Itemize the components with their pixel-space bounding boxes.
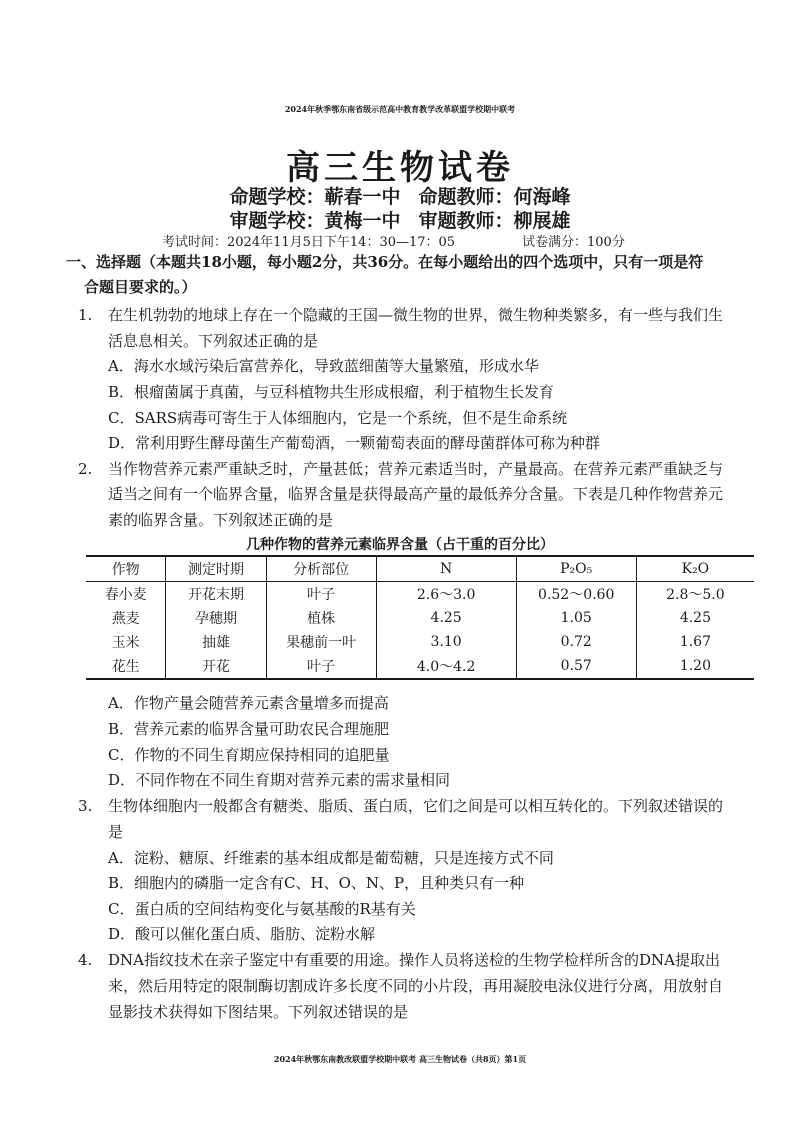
table-cell: 叶子 <box>266 654 376 679</box>
question-stem: 当作物营养元素严重缺乏时，产量甚低；营养元素适当时，产量最高。在营养元素严重缺乏与 <box>108 460 724 478</box>
table-cell: 1.05 <box>516 606 636 630</box>
question-number: 4. <box>78 951 93 969</box>
question-number: 2. <box>78 460 93 478</box>
option-a: A．作物产量会随营养元素含量增多而提高 <box>108 694 389 712</box>
question-number: 1. <box>78 306 93 324</box>
section-heading-cont: 合题目要求的。） <box>84 278 197 296</box>
reviewing-school: 审题学校：黄梅一中 <box>229 210 401 232</box>
table-cell: 0.72 <box>516 630 636 654</box>
table-cell: 0.57 <box>516 654 636 679</box>
option-a: A．淀粉、糖原、纤维素的基本组成都是葡萄糖，只是连接方式不同 <box>108 849 554 867</box>
question-stem: 是 <box>108 823 124 841</box>
table-row <box>86 654 754 679</box>
option-d: D．不同作物在不同生育期对营养元素的需求量相同 <box>108 771 451 789</box>
option-b: B．营养元素的临界含量可助农民合理施肥 <box>108 720 390 738</box>
exam-time: 考试时间：2024年11月5日下午14：30—17：05 <box>162 235 456 250</box>
table-cell: 4.25 <box>636 606 754 630</box>
question-stem: 生物体细胞内一般都含有糖类、脂质、蛋白质，它们之间是可以相互转化的。下列叙述错误的 <box>108 797 724 815</box>
option-c: C．蛋白质的空间结构变化与氨基酸的R基有关 <box>108 900 416 918</box>
table-cell: 孕穗期 <box>166 606 266 630</box>
option-d: D．酸可以催化蛋白质、脂肪、淀粉水解 <box>108 925 376 943</box>
table-cell: 2.8～5.0 <box>636 582 754 607</box>
question-stem: DNA指纹技术在亲子鉴定中有重要的用途。操作人员将送检的生物学检样所含的DNA提取出 <box>108 951 720 969</box>
author-line <box>0 182 800 209</box>
table-cell: 花生 <box>86 654 166 679</box>
question-stem: 在生机勃勃的地球上存在一个隐藏的王国—微生物的世界，微生物种类繁多，有一些与我们生 <box>108 306 724 324</box>
question-stem: 活息息相关。下列叙述正确的是 <box>108 332 319 350</box>
option-c: C．作物的不同生育期应保持相同的追肥量 <box>108 746 390 764</box>
table-cell: 4.0～4.2 <box>376 654 516 679</box>
nutrient-table <box>86 555 754 680</box>
table-row <box>86 606 754 630</box>
proposing-teacher: 命题教师：何海峰 <box>418 186 571 208</box>
table-caption: 几种作物的营养元素临界含量（占干重的百分比） <box>246 537 554 553</box>
table-header-row <box>86 556 754 582</box>
table-cell: 1.67 <box>636 630 754 654</box>
table-header: N <box>376 556 516 582</box>
question-stem: 来，然后用特定的限制酶切割成许多长度不同的小片段，再用凝胶电泳仪进行分离，用放射自 <box>108 977 724 995</box>
table-row <box>86 582 754 607</box>
table-header: 分析部位 <box>266 556 376 582</box>
table-cell: 玉米 <box>111 635 140 651</box>
section-heading: 一、选择题（本题共18小题，每小题2分，共36分。在每小题给出的四个选项中，只有一项是符 <box>66 253 704 271</box>
table-cell: 叶子 <box>266 582 376 607</box>
reviewing-teacher: 审题教师：柳展雄 <box>418 210 571 232</box>
table-header: P₂O₅ <box>516 556 636 582</box>
exam-title: 2024年秋季鄂东南省级示范高中教育教学改革联盟学校期中联考 <box>284 104 516 114</box>
table-cell: 3.10 <box>376 630 516 654</box>
question-stem: 显影技术获得如下图结果。下列叙述错误的是 <box>108 1003 409 1021</box>
option-a: A．海水水域污染后富营养化，导致蓝细菌等大量繁殖，形成水华 <box>108 357 539 375</box>
table-cell: 2.6～3.0 <box>376 582 516 607</box>
table-cell: 植株 <box>266 606 376 630</box>
table-cell: 0.52～0.60 <box>516 582 636 607</box>
option-c: C．SARS病毒可寄生于人体细胞内，它是一个系统，但不是生命系统 <box>108 409 568 427</box>
table-cell: 燕麦 <box>111 611 140 627</box>
table-cell: 4.25 <box>376 606 516 630</box>
table-header: 作物 <box>86 556 166 582</box>
subject-title: 高三生物试卷 <box>286 148 514 188</box>
question-stem: 素的临界含量。下列叙述正确的是 <box>108 511 334 529</box>
table-cell: 春小麦 <box>104 587 147 603</box>
table-cell: 1.20 <box>636 654 754 679</box>
table-header: K₂O <box>636 556 754 582</box>
table-cell: 抽雄 <box>166 630 266 654</box>
option-b: B．根瘤菌属于真菌，与豆科植物共生形成根瘤，利于植物生长发育 <box>108 383 555 401</box>
question-number: 3. <box>78 797 93 815</box>
exam-score: 试卷满分：100分 <box>522 235 625 250</box>
table-cell: 果穗前一叶 <box>266 630 376 654</box>
table-cell: 开花末期 <box>166 582 266 607</box>
question-stem: 适当之间有一个临界含量，临界含量是获得最高产量的最低养分含量。下表是几种作物营养元 <box>108 485 724 503</box>
option-b: B．细胞内的磷脂一定含有C、H、O、N、P，且种类只有一种 <box>108 874 525 892</box>
option-d: D．常利用野生酵母菌生产葡萄酒，一颗葡萄表面的酵母菌群体可称为种群 <box>108 434 601 452</box>
table-row <box>86 630 754 654</box>
page-footer: 2024年秋鄂东南教改联盟学校期中联考 高三生物试卷（共8页）第1页 <box>273 1054 527 1064</box>
table-cell: 开花 <box>166 654 266 679</box>
reviewer-line <box>0 206 800 233</box>
table-header: 测定时期 <box>166 556 266 582</box>
proposing-school: 命题学校：蕲春一中 <box>229 186 401 208</box>
